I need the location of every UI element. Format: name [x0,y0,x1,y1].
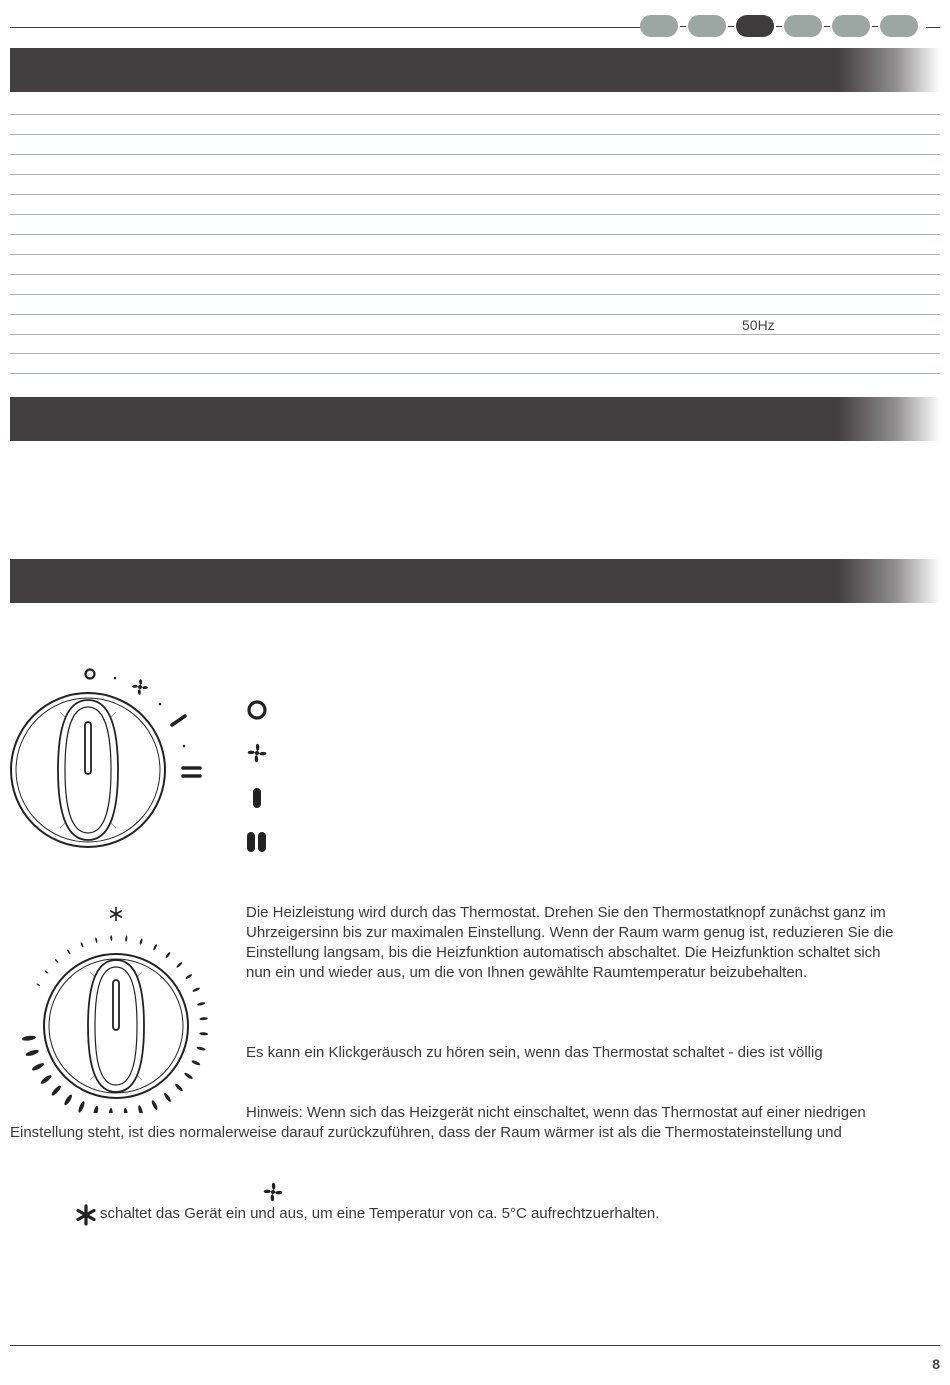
scale-tick [137,1105,144,1113]
scale-tick [151,1100,159,1111]
scale-tick [36,983,40,986]
level-two-icon [245,830,269,854]
scale-tick [108,1108,113,1113]
thermostat-knob-illustration [6,898,221,1113]
table-row-line [10,254,940,255]
table-row-line [10,174,940,175]
table-row-line [10,214,940,215]
scale-tick [50,1084,62,1096]
section-header-band-specs [10,48,940,92]
scale-tick [95,937,98,943]
scale-tick [31,1062,45,1072]
scale-tick [22,1035,37,1042]
scale-tick [80,942,84,947]
scale-tick [197,1002,206,1007]
step-dot-3-active [736,15,774,37]
scale-tick [25,1049,39,1058]
step-dot-4 [784,15,822,37]
step-connector [824,26,830,27]
table-row-line [10,353,940,354]
table-row-line [10,234,940,235]
table-row-line [10,334,940,335]
step-connector [680,26,686,27]
scale-tick [55,959,59,963]
page-number: 8 [932,1356,940,1372]
top-rule [10,27,642,28]
scale-tick [165,951,171,958]
frost-protection-text: schaltet das Gerät ein und aus, um eine Temperatur von ca. 5°C aufrechtzuerhalten. [100,1205,660,1222]
level-one-icon [245,786,269,810]
section-header-band-2 [10,397,940,441]
scale-tick [110,935,112,941]
hint-line-1: Hinweis: Wenn sich das Heizgerät nicht einschaltet, wenn das Thermostat auf einer niedrigen [246,1104,866,1121]
scale-tick [191,1059,201,1066]
scale-tick [92,1105,99,1113]
thermostat-paragraph-2: Es kann ein Klickgeräusch zu hören sein, wenn das Thermostat schaltet - dies ist völlig [246,1044,823,1061]
scale-tick [199,1017,208,1020]
scale-tick [125,935,128,941]
scale-tick [63,1094,73,1107]
scale-tick [199,1032,208,1036]
snowflake-icon [75,1204,97,1226]
scale-tick [67,949,71,954]
scale-tick [123,1108,128,1113]
step-connector [776,26,782,27]
table-row-line [10,194,940,195]
step-dot-2 [688,15,726,37]
step-connector [872,26,878,27]
step-dot-5 [832,15,870,37]
top-rule-end [926,27,940,28]
fan-icon [245,741,269,765]
table-row-line [10,114,940,115]
scale-tick [40,1074,53,1085]
fan-icon [261,1180,285,1204]
table-row-line [10,373,940,374]
scale-tick [196,1046,206,1051]
scale-tick [174,1083,184,1092]
frequency-value: 50Hz [742,317,775,333]
table-row-line [10,274,940,275]
table-row-line [10,294,940,295]
scale-tick [153,944,158,951]
step-connector [728,26,734,27]
scale-tick [44,970,48,974]
step-dot-1 [640,15,678,37]
scale-tick [185,973,193,979]
off-circle-icon [245,698,269,722]
step-dot-6 [880,15,918,37]
scale-tick [163,1092,172,1102]
table-row-line [10,134,940,135]
table-row-line [10,154,940,155]
scale-tick [77,1101,85,1113]
section-header-band-3 [10,559,940,603]
table-row-line [10,314,940,315]
scale-tick [192,987,200,993]
scale-tick [184,1072,194,1080]
bottom-rule [10,1345,940,1346]
hint-line-2: Einstellung steht, ist dies normalerweise darauf zurückzuführen, dass der Raum wärmer ist als die Thermostateinstellung und [10,1124,842,1141]
thermostat-paragraph-1: Die Heizleistung wird durch das Thermostat. Drehen Sie den Thermostatknopf zunächst ganz im Uhrzeigersinn bis zur maximalen Einstellung. Wenn der Raum warm genug ist, reduzieren Sie die Einstellung langsam, bis die Heizfunktion automatisch abschaltet. Die Heizfunktion schaltet sich nun ein und wieder aus, um die von Ihnen gewählte Raumtemperatur beizubehalten. [246,904,894,981]
scale-tick [139,938,143,945]
scale-tick [176,961,183,968]
step-navigation [640,15,918,37]
frost-snowflake-icon [110,907,122,921]
mode-switch-knob-illustration [8,660,208,850]
